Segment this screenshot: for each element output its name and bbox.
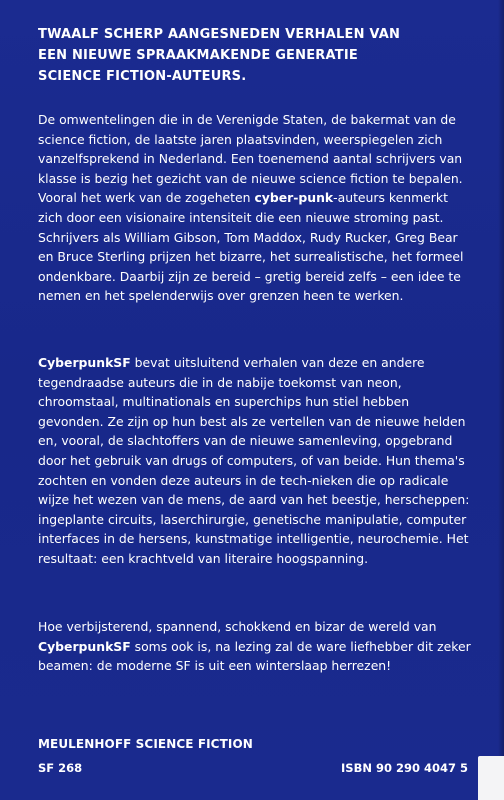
cover-headline [38, 24, 478, 87]
headline-line-2: EEN NIEUWE SPRAAKMAKENDE GENERATIE [38, 48, 358, 63]
series-number: SF 268 [38, 761, 83, 775]
blurb-paragraph-2 [38, 353, 474, 569]
blurb-paragraph-3 [38, 617, 474, 676]
isbn-number: ISBN 90 290 4047 5 [341, 761, 468, 775]
publisher-series: MEULENHOFF SCIENCE FICTION [38, 737, 253, 751]
paragraph-1-text-a: De omwentelingen die in de Verenigde Staten, de bakermat van de science fiction, de laatste jaren plaatsvinden, weerspiegelen zich vanzelfsprekend in Nederland. Een toenemend aantal schrijvers van klasse is bezig het gezicht van de nieuwe science fiction te bepalen. Vooral het werk van de zogeheten [38, 112, 463, 206]
cover-edge-shadow [498, 0, 504, 800]
cyberpunk-term: cyber-punk [254, 190, 334, 206]
paragraph-3-text-b: soms ook is, na lezing zal de ware liefhebber dit zeker beamen: de moderne SF is uit een winterslaap herrezen! [38, 638, 471, 674]
book-title-mention: CyberpunkSF [38, 355, 131, 370]
paragraph-3-text-a: Hoe verbijsterend, spannend, schokkend en bizar de wereld van [38, 619, 437, 634]
price-sticker-remnant [478, 756, 504, 800]
book-title-mention: CyberpunkSF [38, 638, 131, 654]
blurb-paragraph-1 [38, 110, 474, 306]
headline-line-3: SCIENCE FICTION-AUTEURS. [38, 69, 247, 84]
paragraph-2-text: bevat uitsluitend verhalen van deze en andere tegendraadse auteurs die in de nabije toekomst van neon, chroomstaal, multinationals en superchips hun stiel hebben gevonden. Ze zijn op hun best als ze vertellen van de nieuwe helden en, vooral, de slachtoffers van de nieuwe samenleving, opgebrand door het gebruik van drugs of computers, of van beide. Hun thema's zochten en vonden deze auteurs in de tech-nieken die op radicale wijze het wezen van de mens, de aard van het beestje, herscheppen: ingeplante circuits, laserchirurgie, genetische manipulatie, computer interfaces in de hersens, kunstmatige intelligentie, neurochemie. Het resultaat: een krachtveld van literaire hoogspanning. [38, 355, 470, 566]
paragraph-1-text-b: -auteurs kenmerkt zich door een visionaire intensiteit die een nieuwe stroming past. Schrijvers als William Gibson, Tom Maddox, Rudy Rucker, Greg Bear en Bruce Sterling prijzen het bizarre, het surrealistische, het formeel ondenkbare. Daarbij zijn ze bereid – gretig bereid zelfs – een idee te nemen en het spelenderwijs over grenzen heen te werken. [38, 190, 464, 304]
headline-line-1: TWAALF SCHERP AANGESNEDEN VERHALEN VAN [38, 27, 401, 42]
